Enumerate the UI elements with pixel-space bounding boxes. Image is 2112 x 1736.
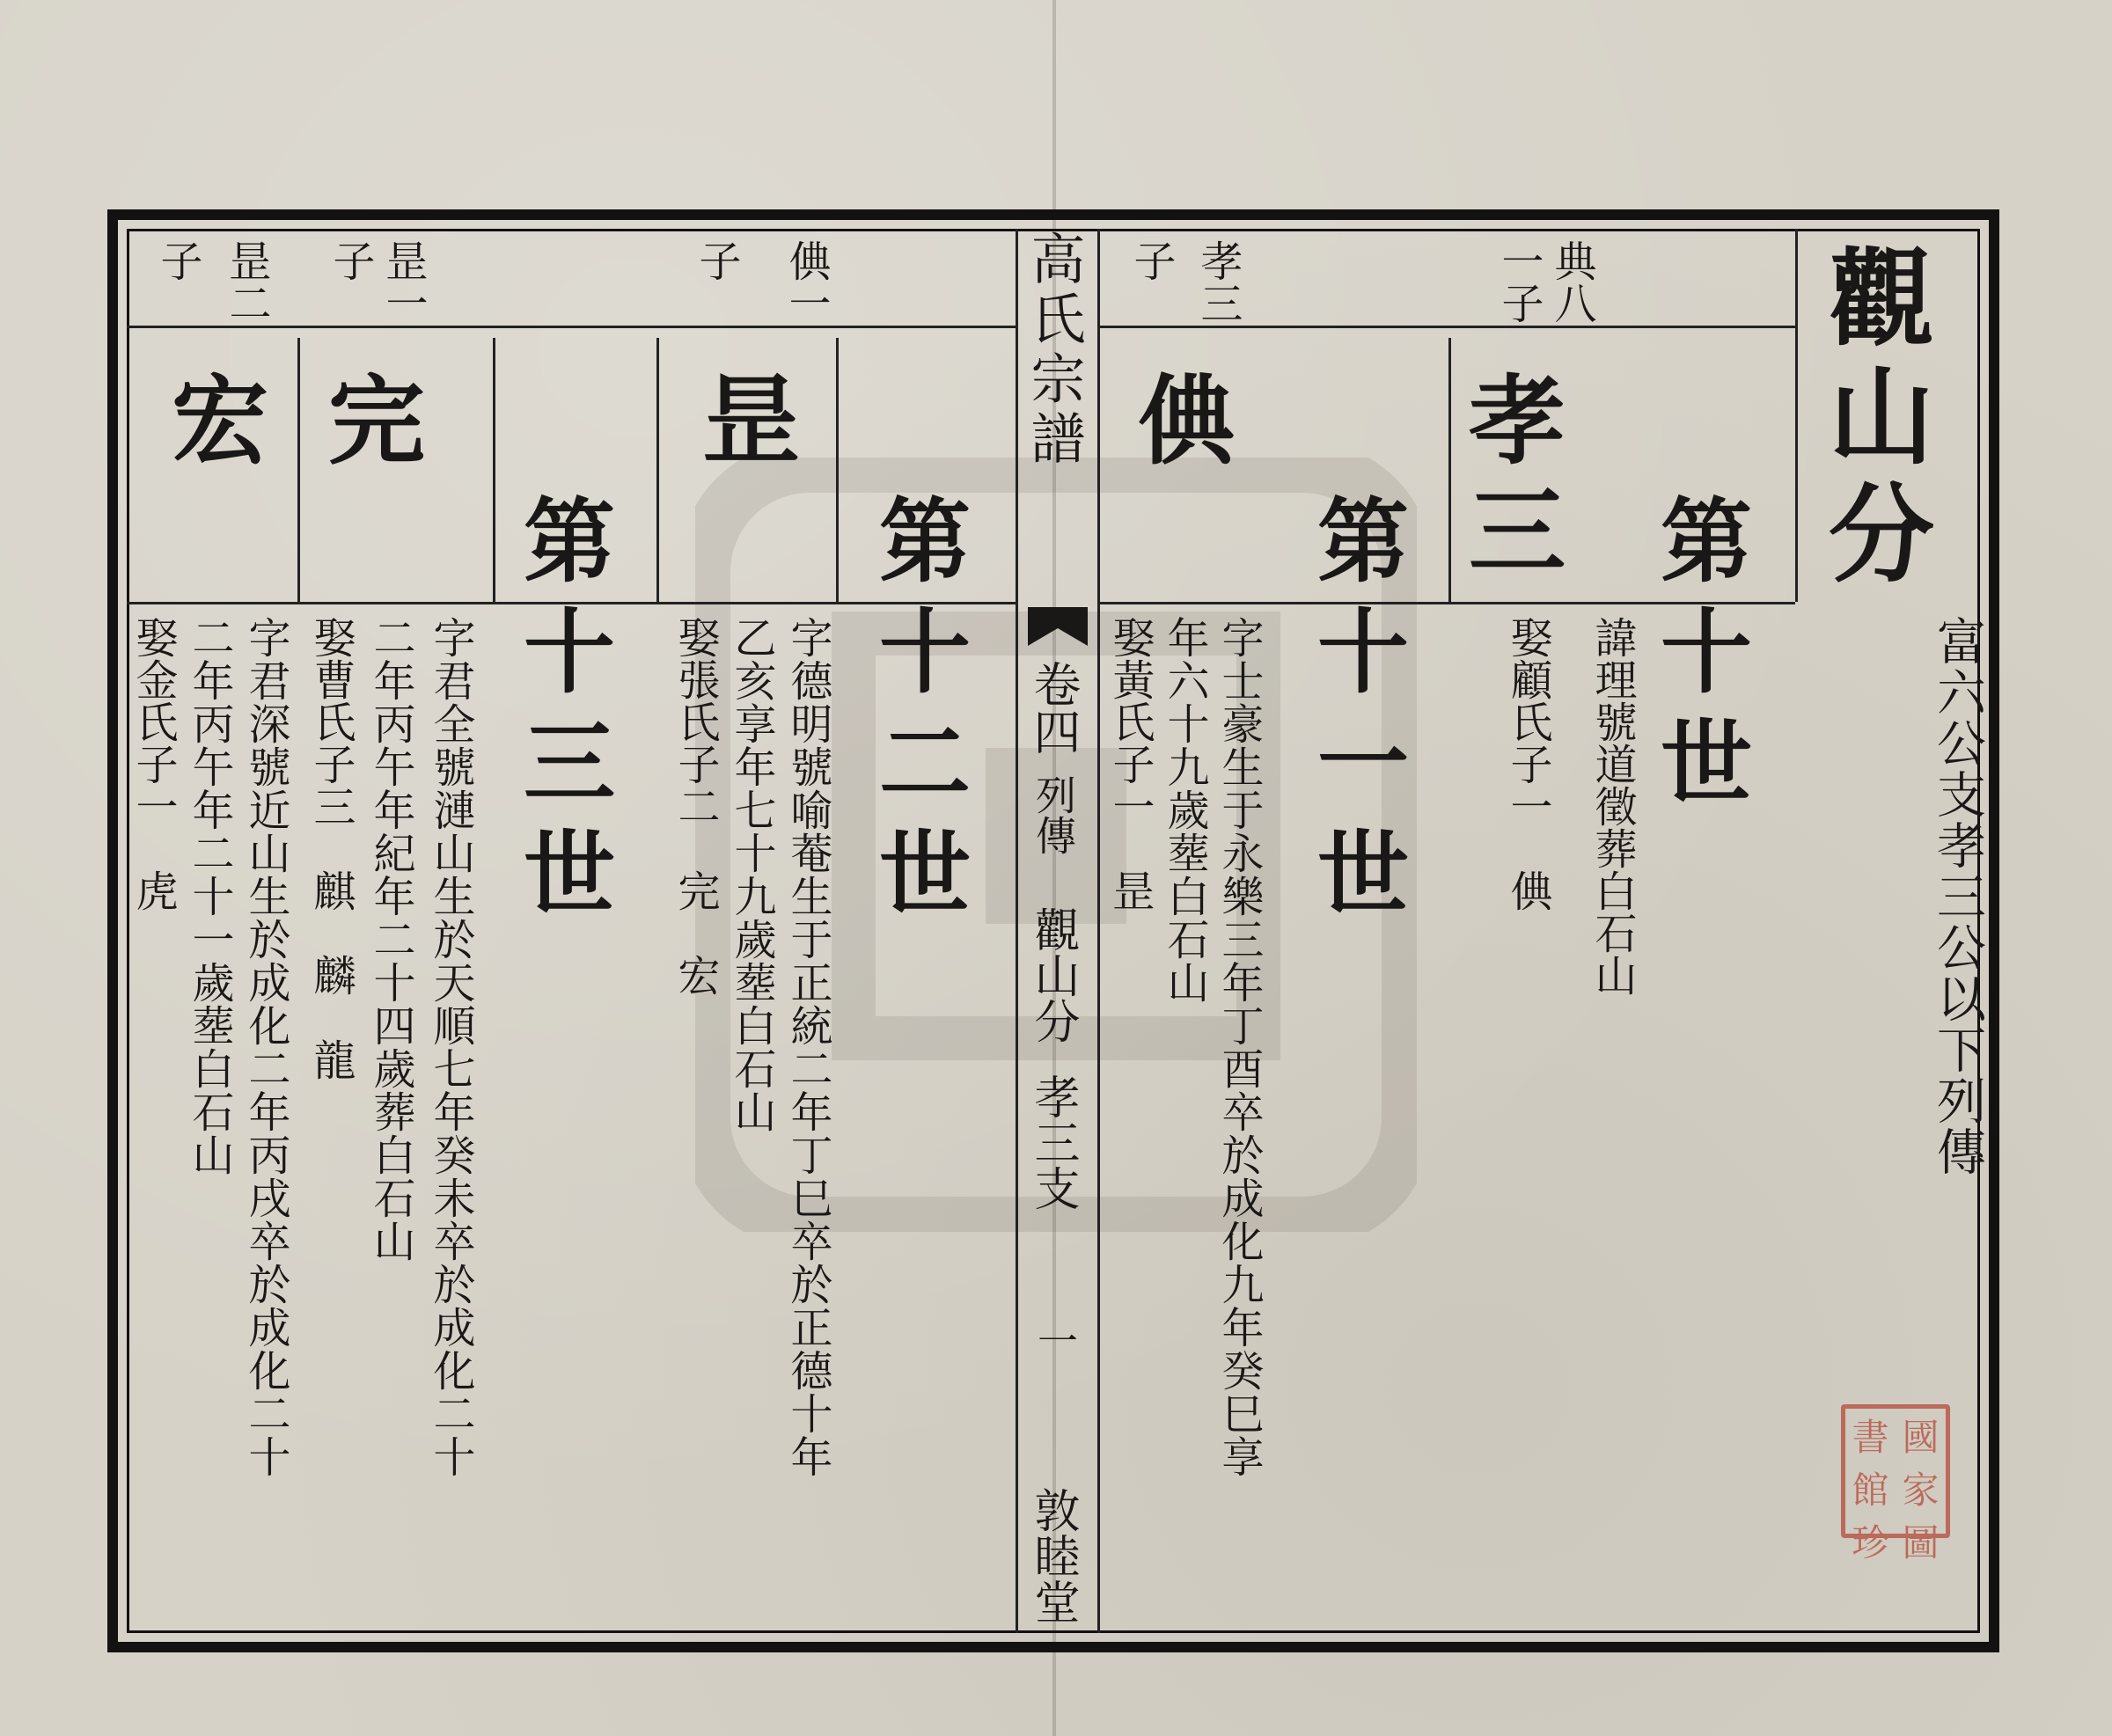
- fold-section: 列傳: [1030, 774, 1077, 855]
- entry-4-parent-1: 昰二: [222, 239, 271, 324]
- entry-4-name: 宏: [156, 370, 269, 466]
- fold-page-number: 一: [1031, 1320, 1079, 1360]
- entry-3-bio-2: 二年丙午年紀年二十四歲葬白石山: [366, 616, 415, 1263]
- entry-1-bio-2: 年六十九歲塟白石山: [1160, 616, 1209, 1004]
- seal-char: 圖: [1902, 1521, 1940, 1564]
- branch-heading: 富六公支孝三公以下列傳: [1929, 616, 1986, 1177]
- entry-1-parent-1: 孝三: [1193, 239, 1243, 324]
- fold-hall-name: 敦睦堂: [1026, 1487, 1079, 1624]
- entry-0-bio-2: 娶顧氏子一 倎: [1503, 616, 1552, 912]
- entry-1-bio-3: 娶黃氏子一 昰: [1105, 616, 1155, 912]
- seal-char: 家: [1902, 1469, 1940, 1512]
- seal-char: 國: [1902, 1416, 1940, 1459]
- generation-12: 第十二世: [863, 493, 972, 936]
- library-seal: [1841, 1404, 1950, 1564]
- fold-book-title: 高氏宗譜: [1022, 231, 1086, 470]
- entry-3-name: 完: [312, 370, 426, 466]
- entry-4-bio-2: 二年丙午年二十一歲塟白石山: [185, 616, 234, 1176]
- seal-char: 珍: [1852, 1521, 1889, 1564]
- cell-divider-4: [493, 338, 495, 602]
- cell-divider-1: [1448, 338, 1451, 602]
- entry-4-parent-2: 子: [153, 239, 202, 282]
- fold-sub-branch: 孝三支: [1026, 1073, 1079, 1211]
- entry-0-parent-1: 典八: [1547, 239, 1596, 324]
- entry-3-bio-1: 字君全號漣山生於天順七年癸未卒於成化二十: [426, 616, 475, 1478]
- entry-0-parent-2: 一子: [1494, 239, 1544, 324]
- seal-char: 館: [1852, 1469, 1889, 1512]
- entry-2-bio-1: 字德明號喻菴生于正統二年丁巳卒於正德十年: [783, 616, 832, 1478]
- entry-1-name: 倎: [1122, 370, 1236, 466]
- entry-2-parent-1: 倎一: [781, 239, 831, 324]
- generation-10: 第十世: [1645, 493, 1753, 825]
- entry-0-name: 孝三: [1453, 370, 1566, 591]
- seal-char: 書: [1852, 1416, 1889, 1459]
- divider-parent-row-left: [127, 326, 1016, 328]
- entry-3-parent-2: 子: [326, 239, 375, 282]
- entry-2-bio-3: 娶張氏子二 完 宏: [671, 616, 720, 996]
- entry-2-name: 昰: [687, 370, 801, 466]
- fish-tail-mark-upper: [1028, 607, 1088, 646]
- generation-13: 第十三世: [508, 493, 616, 936]
- entry-4-bio-3: 娶金氏子一 虎: [128, 616, 178, 912]
- entry-4-bio-1: 字君深號近山生於成化二年丙戌卒於成化二十: [241, 616, 290, 1478]
- cell-divider-2: [836, 338, 839, 602]
- entry-0-bio-1: 諱理號道徵葬白石山: [1588, 616, 1637, 996]
- entry-1-parent-2: 子: [1126, 239, 1176, 282]
- cell-divider-3: [656, 338, 659, 602]
- fold-branch: 觀山分: [1026, 906, 1079, 1044]
- entry-2-parent-2: 子: [692, 239, 741, 282]
- entry-2-bio-2: 乙亥享年七十九歲塟白石山: [727, 616, 776, 1133]
- divider-title-column: [1795, 229, 1798, 602]
- entry-3-bio-3: 娶曹氏子三 麒 麟 龍: [306, 616, 356, 1080]
- cell-divider-5: [297, 338, 300, 602]
- entry-1-bio-1: 字士豪生于永樂三年丁酉卒於成化九年癸巳享: [1214, 616, 1264, 1478]
- divider-parent-row-right: [1100, 326, 1795, 328]
- entry-3-parent-1: 昰一: [378, 239, 428, 324]
- generation-11: 第十一世: [1302, 493, 1410, 936]
- running-title: 觀山分: [1811, 243, 1935, 597]
- fold-volume: 卷四: [1026, 660, 1082, 755]
